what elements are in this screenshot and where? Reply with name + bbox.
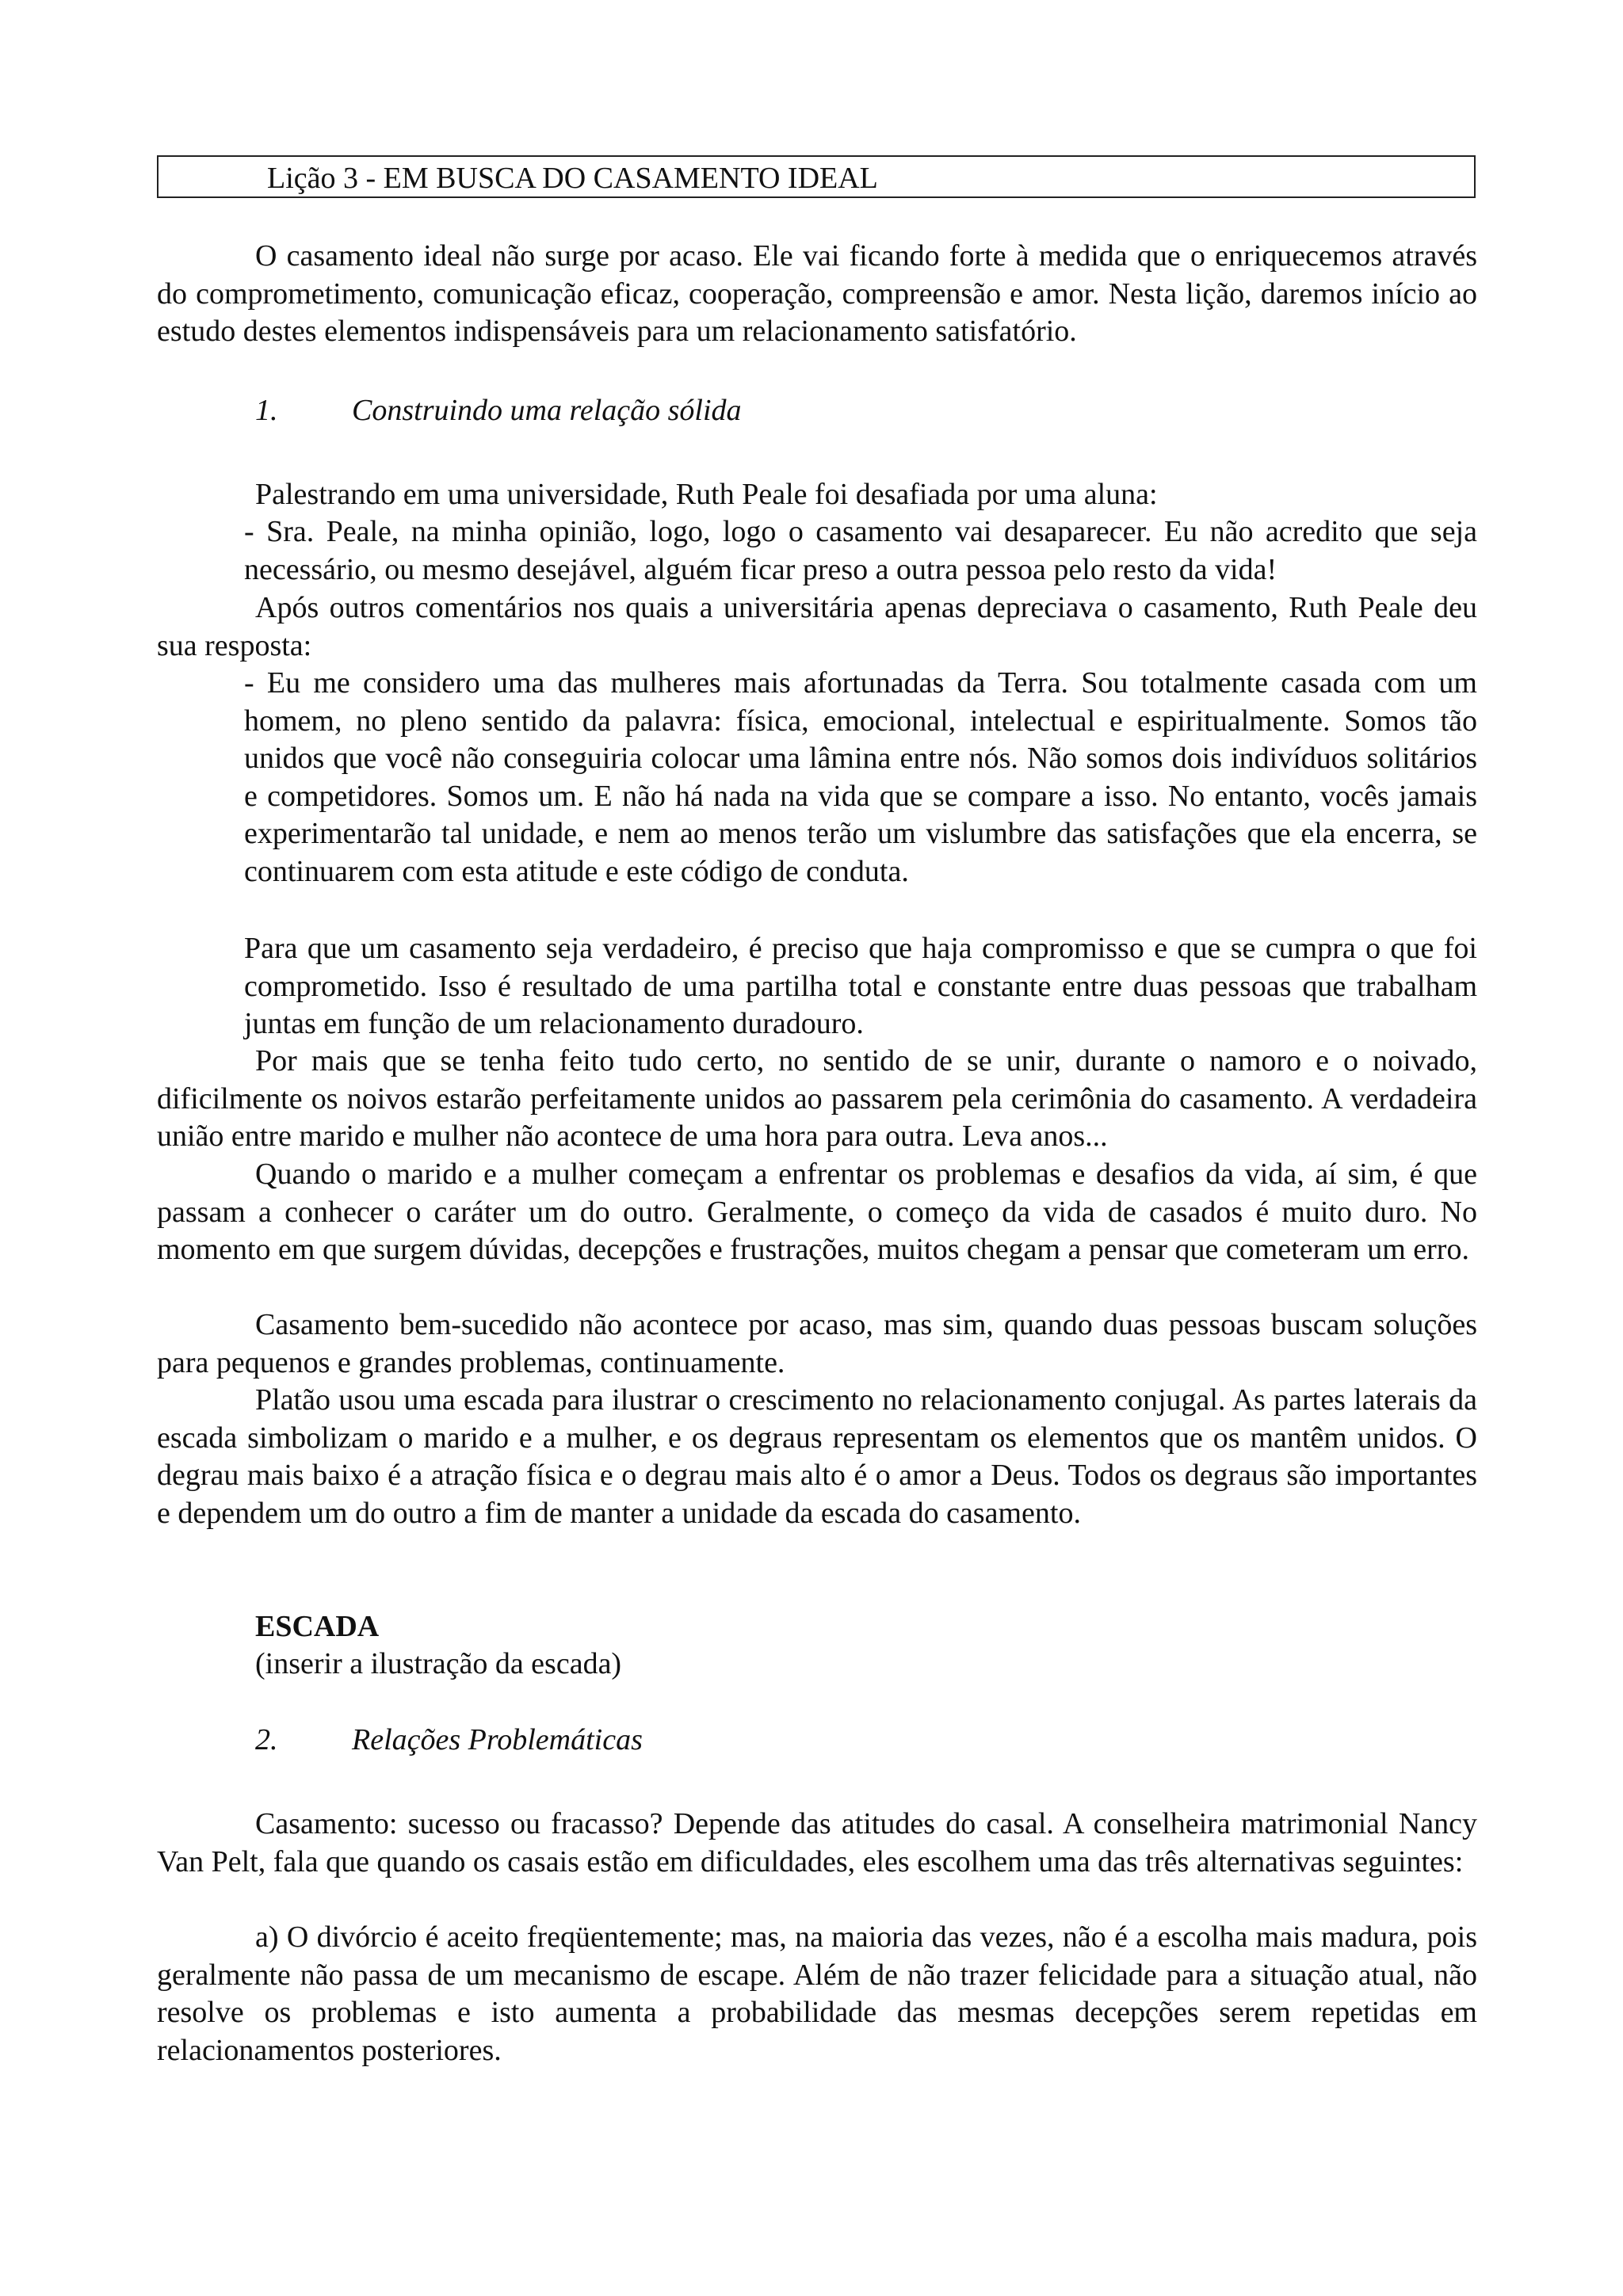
section-1-title: Construindo uma relação sólida (352, 394, 742, 427)
section-2-number: 2. (255, 1723, 278, 1756)
paragraph: Casamento bem-sucedido não acontece por acaso, mas sim, quando duas pessoas buscam soluções para pequenos e grandes problemas, continuamente. (157, 1308, 1477, 1379)
escada-label: ESCADA (255, 1610, 380, 1643)
quote-paragraph: Para que um casamento seja verdadeiro, é preciso que haja compromisso e que se cumpra o que foi comprometido. Isso é resultado de uma partilha total e constante entre duas pessoas que trabalham juntas em função de um relacionamento duradouro. (244, 932, 1477, 1040)
paragraph: Palestrando em uma universidade, Ruth Peale foi desafiada por uma aluna: (255, 478, 1158, 511)
paragraph: Quando o marido e a mulher começam a enfrentar os problemas e desafios da vida, aí sim, é que passam a conhecer o caráter um do outro. Geralmente, o começo da vida de casados é muito duro. No momento em que surgem dúvidas, decepções e frustrações, muitos chegam a pensar que cometeram um erro. (157, 1158, 1477, 1266)
escada-illustration-note: (inserir a ilustração da escada) (255, 1647, 622, 1680)
lesson-title: Lição 3 - EM BUSCA DO CASAMENTO IDEAL (267, 162, 878, 195)
quote-paragraph: - Eu me considero uma das mulheres mais afortunadas da Terra. Sou totalmente casada com um homem, no pleno sentido da palavra: física, emocional, intelectual e espiritualmente. Somos tão unidos que você não conseguiria colocar uma lâmina entre nós. Não somos dois indivíduos solitários e competidores. Somos um. E não há nada na vida que se compare a isso. No entanto, vocês jamais experimentarão tal unidade, e nem ao menos terão um vislumbre das satisfações que ela encerra, se continuarem com esta atitude e este código de conduta. (244, 666, 1477, 888)
section-2-heading (255, 1722, 643, 1760)
intro-paragraph: O casamento ideal não surge por acaso. Ele vai ficando forte à medida que o enriquecemos através do comprometimento, comunicação eficaz, cooperação, compreensão e amor. Nesta lição, daremos início ao estudo destes elementos indispensáveis para um relacionamento satisfatório. (157, 239, 1477, 348)
section-1-heading (255, 392, 742, 430)
lesson-title-box (157, 155, 1476, 198)
paragraph: Platão usou uma escada para ilustrar o crescimento no relacionamento conjugal. As partes laterais da escada simbolizam o marido e a mulher, e os degraus representam os elementos que os mantêm unidos. O degrau mais baixo é a atração física e o degrau mais alto é o amor a Deus. Todos os degraus são importantes e dependem um do outro a fim de manter a unidade da escada do casamento. (157, 1383, 1477, 1530)
section-2-title: Relações Problemáticas (352, 1723, 643, 1756)
paragraph: a) O divórcio é aceito freqüentemente; mas, na maioria das vezes, não é a escolha mais madura, pois geralmente não passa de um mecanismo de escape. Além de não trazer felicidade para a situação atual, não resolve os problemas e isto aumenta a probabilidade das mesmas decepções serem repetidas em relacionamentos posteriores. (157, 1920, 1477, 2067)
paragraph: Após outros comentários nos quais a universitária apenas depreciava o casamento, Ruth Peale deu sua resposta: (157, 591, 1477, 662)
section-1-number: 1. (255, 394, 278, 427)
paragraph: Por mais que se tenha feito tudo certo, no sentido de se unir, durante o namoro e o noivado, dificilmente os noivos estarão perfeitamente unidos ao passarem pela cerimônia do casamento. A verdadeira união entre marido e mulher não acontece de uma hora para outra. Leva anos... (157, 1044, 1477, 1153)
quote-paragraph: - Sra. Peale, na minha opinião, logo, logo o casamento vai desaparecer. Eu não acredito que seja necessário, ou mesmo desejável, alguém ficar preso a outra pessoa pelo resto da vida! (244, 515, 1477, 586)
paragraph: Casamento: sucesso ou fracasso? Depende das atitudes do casal. A conselheira matrimonial Nancy Van Pelt, fala que quando os casais estão em dificuldades, eles escolhem uma das três alternativas seguintes: (157, 1807, 1477, 1878)
